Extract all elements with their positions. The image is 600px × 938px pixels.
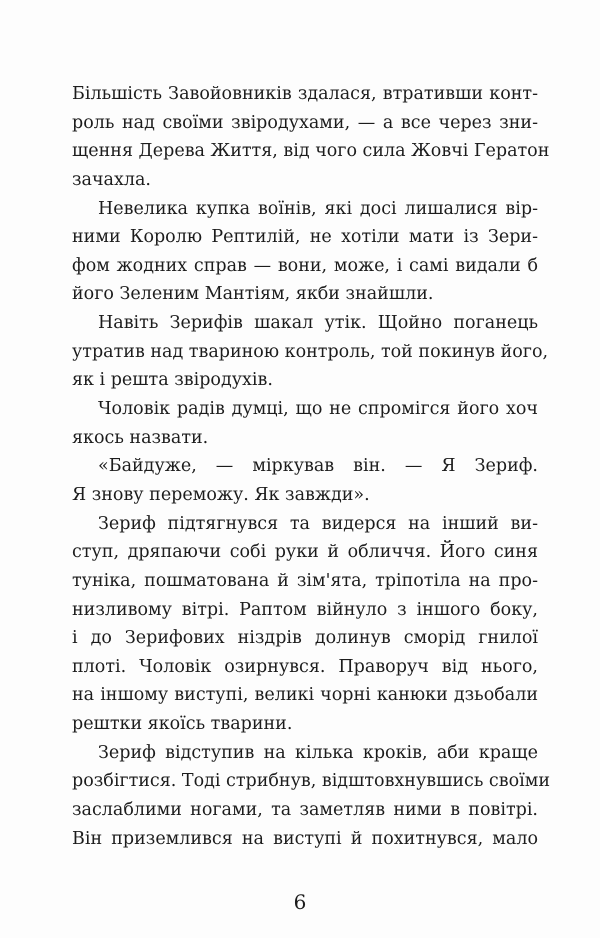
paragraph: [72, 395, 538, 452]
body-text: [72, 80, 550, 853]
text-line: Невелика купка воїнів, які досі лишалися вір-: [98, 198, 538, 219]
text-line: роль над своїми звіродухами, — а все через зни-: [72, 112, 538, 133]
text-line: щення Дерева Життя, від чого сила Жовчі Гератон: [72, 141, 550, 162]
paragraph: [72, 309, 549, 395]
text-line: Я знову переможу. Як завжди».: [72, 484, 370, 505]
text-line: рештки якоїсь тварини.: [72, 714, 293, 735]
text-line: Чоловік радів думці, що не спромігся його хоч: [98, 399, 538, 420]
text-line: «Байдуже, — міркував він. — Я Зериф.: [98, 456, 538, 477]
text-line: на іншому виступі, великі чорні канюки дзьобали: [72, 685, 538, 706]
paragraph: [72, 510, 538, 739]
text-line: і до Зерифових ніздрів долинув сморід гнилої: [72, 628, 538, 649]
text-line: розбігтися. Тоді стрибнув, відштовхнувшись своїми: [72, 771, 550, 792]
text-line: Більшість Завойовників здалася, втративши конт-: [72, 84, 538, 104]
page-number: 6: [293, 890, 307, 914]
text-line: його Зеленим Мантіям, якби знайшли.: [72, 284, 434, 305]
paragraph: [72, 195, 538, 310]
text-line: ними Королю Рептилій, не хотіли мати із Зери-: [72, 227, 538, 248]
text-line: Зериф підтягнувся та видерся на інший ви-: [98, 513, 538, 534]
text-line: Навіть Зерифів шакал утік. Щойно поганець: [98, 313, 538, 334]
text-line: туніка, пошматована й зім'ята, тріпотіла на про-: [72, 570, 538, 591]
text-line: Зериф відступив на кілька кроків, аби краще: [98, 742, 538, 763]
text-line: заслаблими ногами, та заметляв ними в повітрі.: [72, 800, 538, 821]
text-line: плоті. Чоловік озирнувся. Праворуч від нього,: [72, 656, 538, 677]
text-line: фом жодних справ — вони, може, і самі видали б: [72, 255, 538, 276]
text-line: низливому вітрі. Раптом війнуло з іншого боку,: [72, 599, 538, 620]
text-line: як і решта звіродухів.: [72, 370, 273, 391]
text-line: якось назвати.: [72, 427, 209, 448]
paragraph: [72, 80, 550, 195]
text-line: утратив над твариною контроль, той покинув його,: [72, 341, 549, 362]
paragraph: [72, 739, 550, 854]
text-line: зачахла.: [72, 169, 151, 190]
text-line: ступ, дряпаючи собі руки й обличчя. Його синя: [72, 542, 538, 563]
text-line: Він приземлився на виступі й похитнувся, мало: [72, 828, 538, 849]
paragraph: [72, 452, 538, 509]
